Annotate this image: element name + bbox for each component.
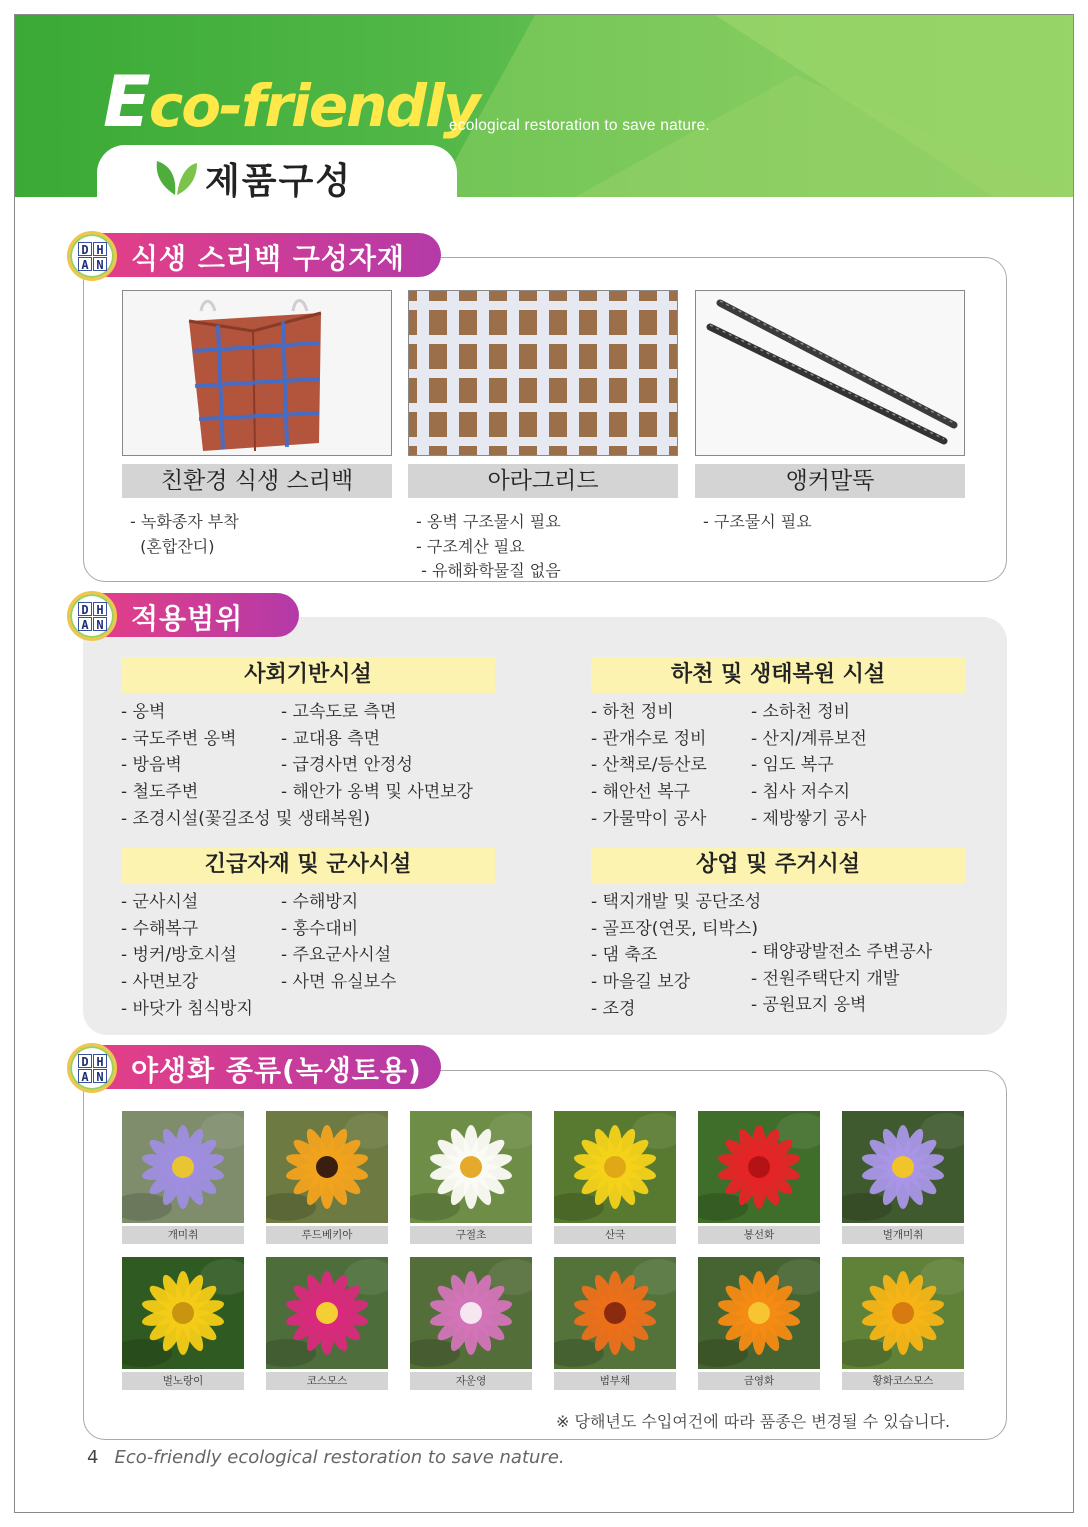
category-list [591, 699, 707, 833]
eco-bag-photo [122, 290, 392, 456]
flower-name: 산국 [554, 1226, 676, 1244]
list-item: - 철도주변 [121, 782, 199, 803]
list-item: - 조경 [591, 998, 636, 1019]
flower-name: 범부채 [554, 1372, 676, 1390]
section-pill [91, 1045, 441, 1089]
company-logo-icon [67, 231, 117, 281]
section-title: 식생 스리백 구성자재 [131, 242, 405, 275]
flower-name: 개미취 [122, 1226, 244, 1244]
page-title-tab [97, 145, 457, 205]
flower-photo [842, 1257, 964, 1369]
flower-card [266, 1257, 388, 1390]
product-card [695, 290, 965, 535]
list-item: - 해안가 옹벽 및 사면보강 [281, 782, 473, 803]
logo-letter: N [93, 1069, 107, 1083]
flower-name: 봉선화 [698, 1226, 820, 1244]
flower-photo [410, 1111, 532, 1223]
list-item: - 홍수대비 [281, 918, 359, 939]
page-footer [87, 1447, 565, 1468]
list-item: - 급경사면 안정성 [281, 755, 413, 776]
product-notes: - 옹벽 구조물시 필요 - 구조계산 필요 - 유해화학물질 없음 [416, 512, 561, 580]
flower-card [698, 1111, 820, 1244]
logo-letter: H [93, 1054, 107, 1068]
page-frame [14, 14, 1074, 1513]
list-item: - 태양광발전소 주변공사 [751, 942, 933, 962]
flower-photo [122, 1111, 244, 1223]
list-item: - 교대용 측면 [281, 728, 381, 749]
list-item: - 가물막이 공사 [591, 808, 707, 829]
footer-text: Eco-friendly ecological restoration to save nature. [114, 1447, 565, 1468]
list-item: - 임도 복구 [751, 755, 834, 776]
flower-photo [554, 1111, 676, 1223]
list-item: - 관개수로 정비 [591, 728, 707, 749]
anchor-stake-photo [695, 290, 965, 456]
category-heading: 상업 및 주거시설 [591, 847, 965, 883]
list-item: - 하천 정비 [591, 702, 674, 722]
category-list [751, 699, 867, 833]
wildflowers-box [83, 1070, 1007, 1440]
flower-name: 구절초 [410, 1226, 532, 1244]
list-item: - 방음벽 [121, 755, 182, 776]
flower-photo [698, 1111, 820, 1223]
section-pill [91, 593, 299, 637]
flower-card [266, 1111, 388, 1244]
list-item: - 제방쌓기 공사 [751, 808, 867, 829]
list-item: - 댐 축조 [591, 945, 658, 966]
logo-letter: A [78, 257, 92, 271]
list-item: - 군사시설 [121, 892, 199, 912]
logo-letter: H [93, 242, 107, 256]
category-list [751, 939, 932, 1019]
flower-name: 황화코스모스 [842, 1372, 964, 1390]
logo-letter: A [78, 617, 92, 631]
logo-letter: D [78, 242, 92, 256]
category-list [121, 889, 253, 1023]
category-list [281, 889, 396, 996]
logo-letter: D [78, 1054, 92, 1068]
flower-name: 코스모스 [266, 1372, 388, 1390]
flower-name: 벌노랑이 [122, 1372, 244, 1390]
flower-card [842, 1257, 964, 1390]
flower-name: 금영화 [698, 1372, 820, 1390]
flower-name: 벌개미취 [842, 1226, 964, 1244]
product-name: 친환경 식생 스리백 [122, 464, 392, 498]
list-item: - 해안선 복구 [591, 782, 691, 803]
list-item: - 바닷가 침식방지 [121, 998, 253, 1019]
brand-logo [103, 61, 479, 143]
product-name: 아라그리드 [408, 464, 678, 498]
category-list [281, 699, 473, 806]
flower-card [842, 1111, 964, 1244]
flower-photo [554, 1257, 676, 1369]
category-list [591, 889, 761, 1023]
flower-card [554, 1111, 676, 1244]
flower-card [122, 1257, 244, 1390]
section-title: 야생화 종류(녹생토용) [131, 1054, 422, 1087]
flower-card [410, 1257, 532, 1390]
flower-photo [266, 1257, 388, 1369]
list-item: - 벙커/방호시설 [121, 945, 237, 966]
logo-letter: N [93, 617, 107, 631]
category-heading: 사회기반시설 [121, 657, 495, 693]
flower-photo [266, 1111, 388, 1223]
list-item: - 옹벽 [121, 702, 166, 722]
flower-name: 루드베키아 [266, 1226, 388, 1244]
product-card [122, 290, 392, 559]
flower-name: 자운영 [410, 1372, 532, 1390]
category-heading: 긴급자재 및 군사시설 [121, 847, 495, 883]
list-item: - 조경시설(꽃길조성 및 생태복원) [121, 808, 371, 829]
components-box [83, 257, 1007, 582]
product-name: 앵커말뚝 [695, 464, 965, 498]
list-item: - 산책로/등산로 [591, 755, 707, 776]
product-notes: - 녹화종자 부착 (혼합잔디) [130, 512, 239, 556]
list-item: - 산지/계류보전 [751, 728, 867, 749]
list-item: - 소하천 정비 [751, 702, 851, 722]
product-notes: - 구조물시 필요 [703, 512, 812, 531]
list-item: - 택지개발 및 공단조성 [591, 892, 762, 912]
logo-letter: D [78, 602, 92, 616]
flower-card [554, 1257, 676, 1390]
section-pill [91, 233, 441, 277]
flower-card [410, 1111, 532, 1244]
list-item: - 침사 저수지 [751, 782, 851, 803]
list-item: - 공원묘지 옹벽 [751, 995, 867, 1016]
list-item: - 주요군사시설 [281, 945, 392, 966]
flower-card [122, 1111, 244, 1244]
logo-letter: H [93, 602, 107, 616]
company-logo-icon [67, 591, 117, 641]
list-item: - 수해방지 [281, 892, 359, 912]
flower-card [698, 1257, 820, 1390]
list-item: - 사면 유실보수 [281, 972, 397, 993]
product-card [408, 290, 678, 584]
list-item: - 전원주택단지 개발 [751, 968, 900, 989]
page-title: 제품구성 [205, 161, 353, 202]
brand-text: co-friendly [148, 72, 479, 140]
list-item: - 고속도로 측면 [281, 702, 397, 722]
variety-notice: ※ 당해년도 수입여건에 따라 품종은 변경될 수 있습니다. [556, 1412, 951, 1431]
logo-letter: N [93, 257, 107, 271]
list-item: - 수해복구 [121, 918, 199, 939]
page-number: 4 [87, 1447, 99, 1468]
leaf-icon [153, 157, 199, 197]
list-item: - 국도주변 옹벽 [121, 728, 237, 749]
flower-photo [410, 1257, 532, 1369]
scope-box [83, 617, 1007, 1035]
list-item: - 골프장(연못, 티박스) [591, 918, 758, 939]
flower-photo [698, 1257, 820, 1369]
flower-photo [122, 1257, 244, 1369]
list-item: - 마을길 보강 [591, 972, 691, 993]
category-heading: 하천 및 생태복원 시설 [591, 657, 965, 693]
company-logo-icon [67, 1043, 117, 1093]
logo-letter: A [78, 1069, 92, 1083]
list-item: - 사면보강 [121, 972, 199, 993]
brand-letter-e: E [103, 61, 149, 143]
header-tagline: ecological restoration to save nature. [449, 117, 710, 134]
geogrid-photo [408, 290, 678, 456]
flower-photo [842, 1111, 964, 1223]
section-title: 적용범위 [131, 602, 244, 635]
